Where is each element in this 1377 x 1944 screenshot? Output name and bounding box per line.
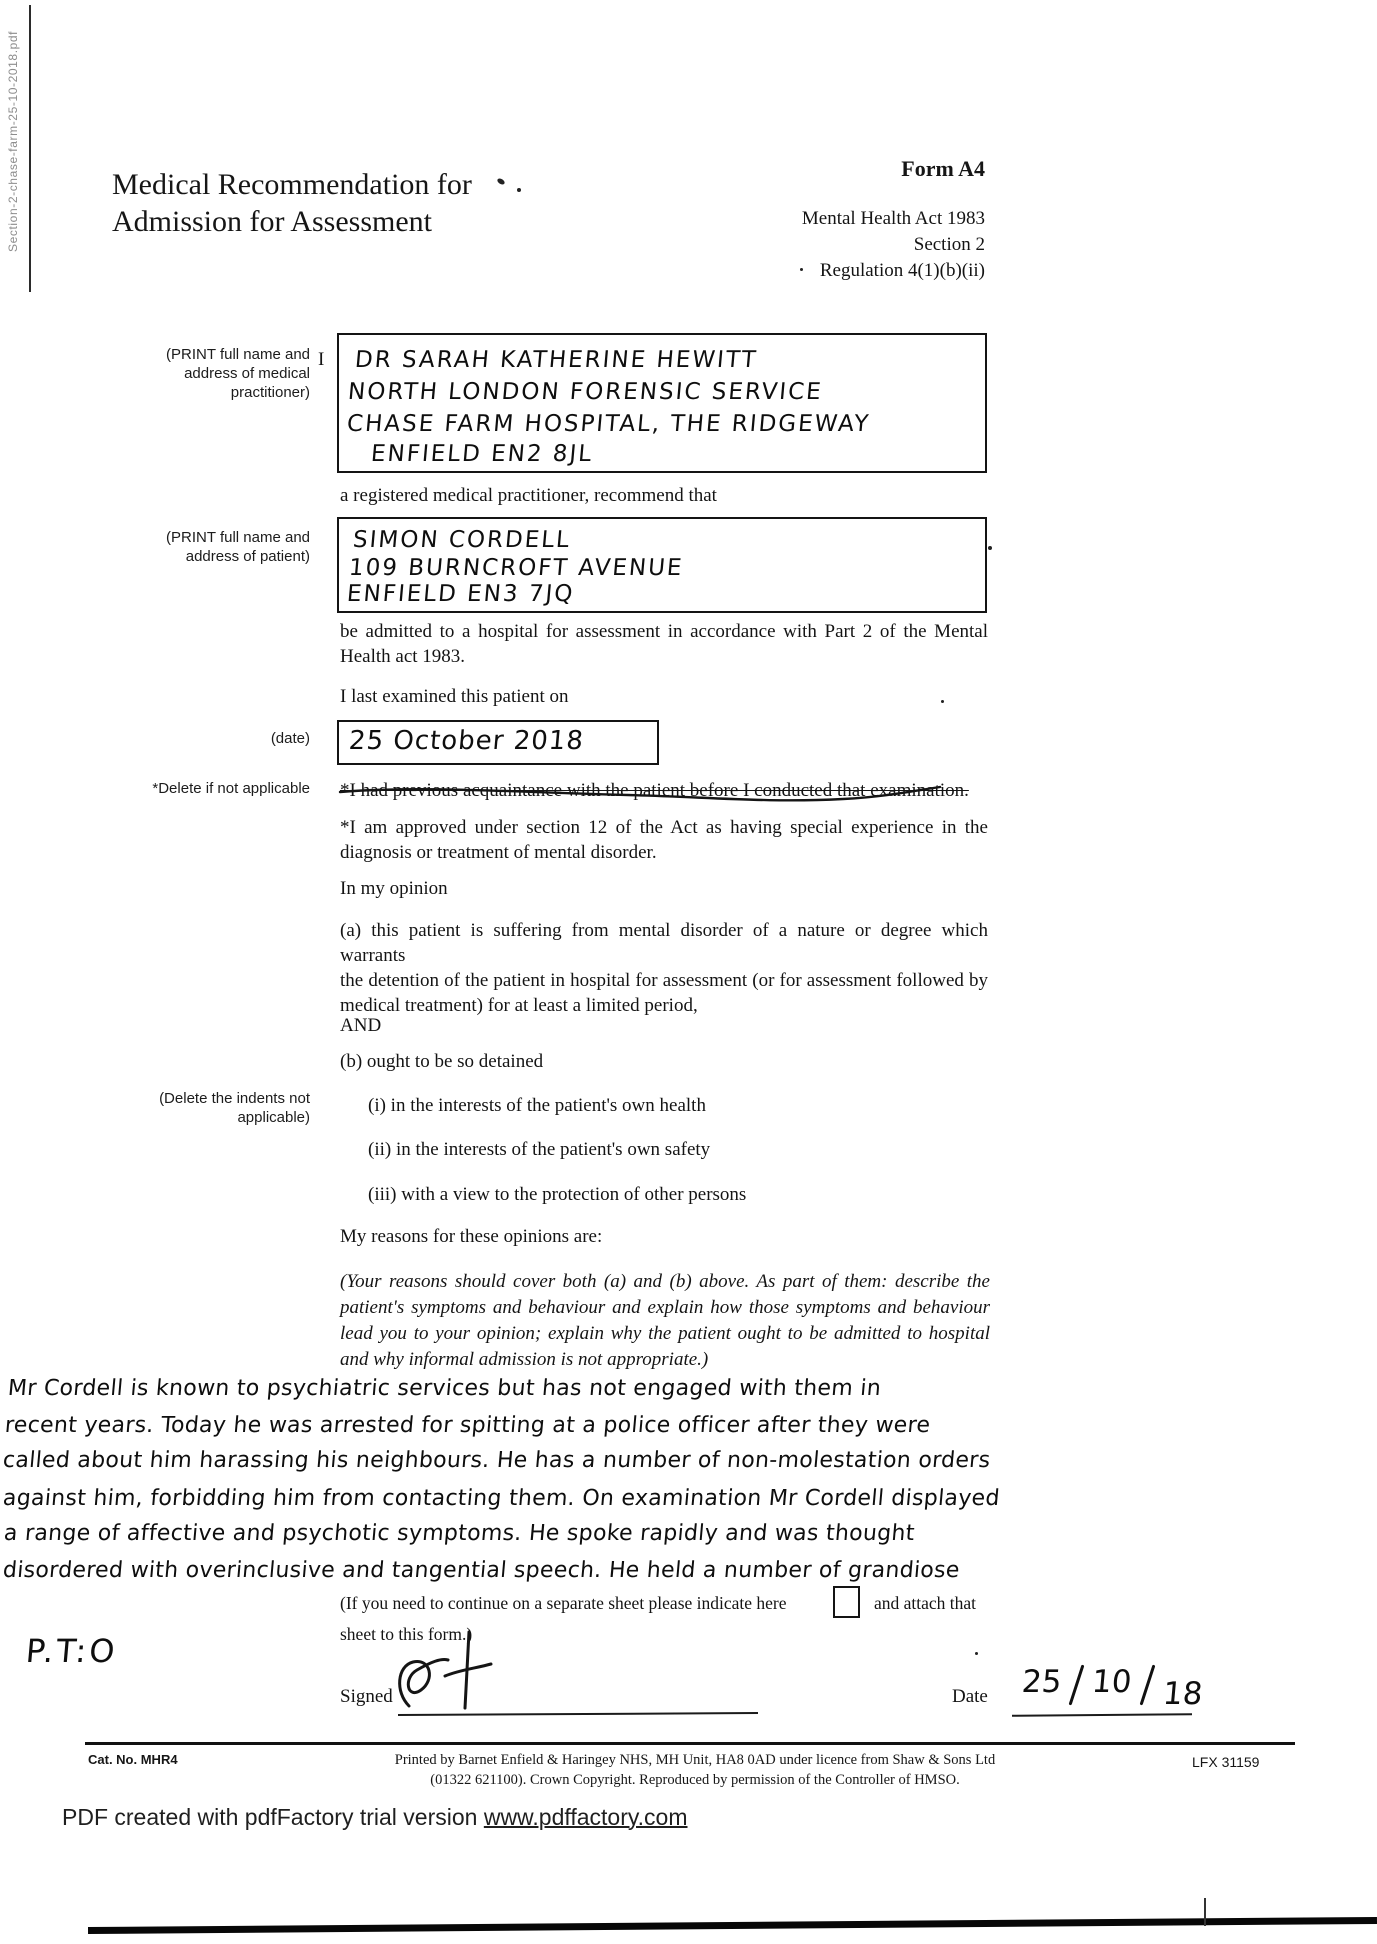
scan-crease-mark: [1204, 1898, 1206, 1926]
form-title: [112, 166, 472, 240]
indent-iii: (iii) with a view to the protection of other persons: [368, 1184, 747, 1205]
indent-i: (i) in the interests of the patient's own health: [368, 1095, 706, 1116]
date-underline: [1012, 1713, 1192, 1717]
continuation-checkbox: [833, 1586, 860, 1618]
signed-date-year: 18: [1161, 1676, 1204, 1712]
clause-a-line: medical treatment) for at least a limited period,: [340, 995, 698, 1016]
date-signed-label: Date: [952, 1686, 988, 1707]
registered-practitioner-text: a registered medical practitioner, recommend that: [340, 485, 717, 506]
clause-b: (b) ought to be so detained: [340, 1051, 544, 1072]
printer-credit-line: Printed by Barnet Enfield & Haringey NHS, MH Unit, HA8 0AD under licence from Shaw & Sons Ltd: [394, 1752, 996, 1768]
bottom-scan-bar: [88, 1917, 1377, 1934]
reasons-guidance-line: and why informal admission is not appropriate.): [340, 1349, 709, 1370]
practitioner-label-line: (PRINT full name and: [166, 346, 310, 363]
practitioner-label-line: practitioner): [230, 384, 310, 401]
reasons-guidance-line: lead you to your opinion; explain why the patient ought to be admitted to hospital: [340, 1323, 990, 1344]
reasons-guidance-line: patient's symptoms and behaviour and explain how those symptoms and behaviour: [340, 1297, 990, 1318]
clause-a: [340, 918, 988, 1018]
reasons-handwritten-line: called about him harassing his neighbours. He has a number of non-molestation orders: [1, 1448, 992, 1473]
approved-statement-line: *I am approved under section 12 of the Act as having special experience in the: [340, 817, 988, 838]
practitioner-value-line: DR SARAH KATHERINE HEWITT: [353, 347, 759, 373]
continue-note-after: and attach that: [874, 1593, 977, 1613]
printer-credit-line: (01322 621100). Crown Copyright. Reproduced by permission of the Controller of HMSO.: [430, 1772, 960, 1788]
admission-statement-line: be admitted to a hospital for assessment in accordance with Part 2 of the Mental: [340, 621, 988, 642]
admission-statement: [340, 619, 988, 669]
and-conjunction: AND: [340, 1015, 382, 1036]
patient-value-line: 109 BURNCROFT AVENUE: [347, 555, 685, 581]
signed-date-value: [1022, 1664, 1202, 1712]
pto-note: P.T:O: [24, 1632, 120, 1670]
indents-delete-label-line: applicable): [237, 1109, 310, 1126]
reasons-handwritten-line: disordered with overinclusive and tangential speech. He held a number of grandiose: [1, 1558, 961, 1583]
date-separator: [1069, 1665, 1085, 1706]
approved-statement: [340, 815, 988, 865]
patient-label: [60, 528, 310, 566]
patient-label-line: address of patient): [185, 548, 310, 565]
print-reference: LFX 31159: [1192, 1754, 1260, 1770]
form-title-line2: Admission for Assessment: [112, 205, 433, 238]
clause-a-line: (a) this patient is suffering from mental disorder of a nature or degree which warrants: [340, 920, 988, 966]
reasons-handwritten-line: a range of affective and psychotic symptoms. He spoke rapidly and was thought: [2, 1521, 916, 1546]
acquaintance-statement-text: *I had previous acquaintance with the patient before I conducted that examination.: [340, 780, 969, 801]
scan-margin-line: [29, 5, 31, 292]
form-code: Form A4: [901, 156, 985, 181]
reasons-handwritten-line: recent years. Today he was arrested for spitting at a police officer after they were: [3, 1413, 932, 1438]
indent-ii: (ii) in the interests of the patient's own safety: [368, 1139, 711, 1160]
reasons-heading: My reasons for these opinions are:: [340, 1226, 603, 1247]
scan-speck: [496, 177, 505, 185]
patient-label-line: (PRINT full name and: [166, 529, 310, 546]
signed-date-day: 25: [1020, 1664, 1064, 1700]
date-separator: [1139, 1665, 1155, 1706]
indents-delete-label-line: (Delete the indents not: [159, 1090, 310, 1107]
practitioner-label: [60, 345, 310, 402]
pdffactory-link[interactable]: www.pdffactory.com: [483, 1804, 688, 1830]
act-section: Section 2: [913, 234, 985, 255]
date-label: (date): [270, 730, 310, 747]
signed-date-month: 10: [1090, 1664, 1134, 1700]
printer-credit: [300, 1750, 1090, 1790]
practitioner-value-line: CHASE FARM HOSPITAL, THE RIDGEWAY: [345, 411, 872, 437]
acquaintance-statement-struck: [340, 778, 1377, 803]
sidebar-filename: Section-2-chase-farm-25-10-2018.pdf: [6, 30, 20, 252]
pdffactory-watermark: [62, 1804, 688, 1831]
patient-value-line: SIMON CORDELL: [351, 527, 573, 553]
reasons-handwritten-line: Mr Cordell is known to psychiatric services but has not engaged with them in: [6, 1376, 883, 1401]
approved-statement-line: diagnosis or treatment of mental disorder.: [340, 842, 657, 863]
catalogue-number: Cat. No. MHR4: [88, 1752, 178, 1767]
reasons-handwritten-line: against him, forbidding him from contacting them. On examination Mr Cordell displayed: [1, 1486, 1001, 1511]
act-name: Mental Health Act 1983: [801, 208, 985, 229]
continue-note-line2: sheet to this form.): [340, 1624, 473, 1644]
patient-value-line: ENFIELD EN3 7JQ: [345, 581, 576, 607]
practitioner-name-address-field: [337, 333, 987, 473]
indents-delete-label: [60, 1089, 310, 1127]
act-regulation: Regulation 4(1)(b)(ii): [819, 260, 985, 281]
exam-date-field: [337, 720, 659, 765]
practitioner-value-line: ENFIELD EN2 8JL: [369, 441, 595, 467]
delete-note: *Delete if not applicable: [152, 780, 310, 797]
clause-a-line: the detention of the patient in hospital for assessment (or for assessment followed by: [340, 970, 988, 991]
admission-statement-line: Health act 1983.: [340, 646, 466, 667]
reasons-guidance: [340, 1269, 990, 1373]
footer-rule: [85, 1742, 1295, 1745]
pronoun-i: I: [318, 349, 325, 370]
practitioner-label-line: address of medical: [184, 365, 310, 382]
scan-speck: [517, 188, 521, 192]
patient-name-address-field: [337, 517, 987, 613]
scan-speck: [941, 700, 944, 703]
scan-speck: [988, 546, 992, 550]
signed-label: Signed: [340, 1686, 393, 1707]
reasons-guidance-line: (Your reasons should cover both (a) and (b) above. As part of them: describe the: [340, 1271, 990, 1292]
examined-text: I last examined this patient on: [340, 686, 569, 707]
form-title-line1: Medical Recommendation for: [112, 168, 472, 201]
scan-speck: [975, 1652, 978, 1655]
hand-strike-line: [338, 782, 942, 806]
exam-date-value: 25 October 2018: [347, 726, 586, 756]
form-meta: [640, 156, 985, 284]
signature-mark: [393, 1628, 508, 1714]
practitioner-value-line: NORTH LONDON FORENSIC SERVICE: [346, 379, 824, 405]
continue-note-before: (If you need to continue on a separate sheet please indicate here: [340, 1593, 787, 1613]
opinion-intro: In my opinion: [340, 878, 448, 899]
pdffactory-watermark-text: PDF created with pdfFactory trial version: [62, 1804, 484, 1830]
